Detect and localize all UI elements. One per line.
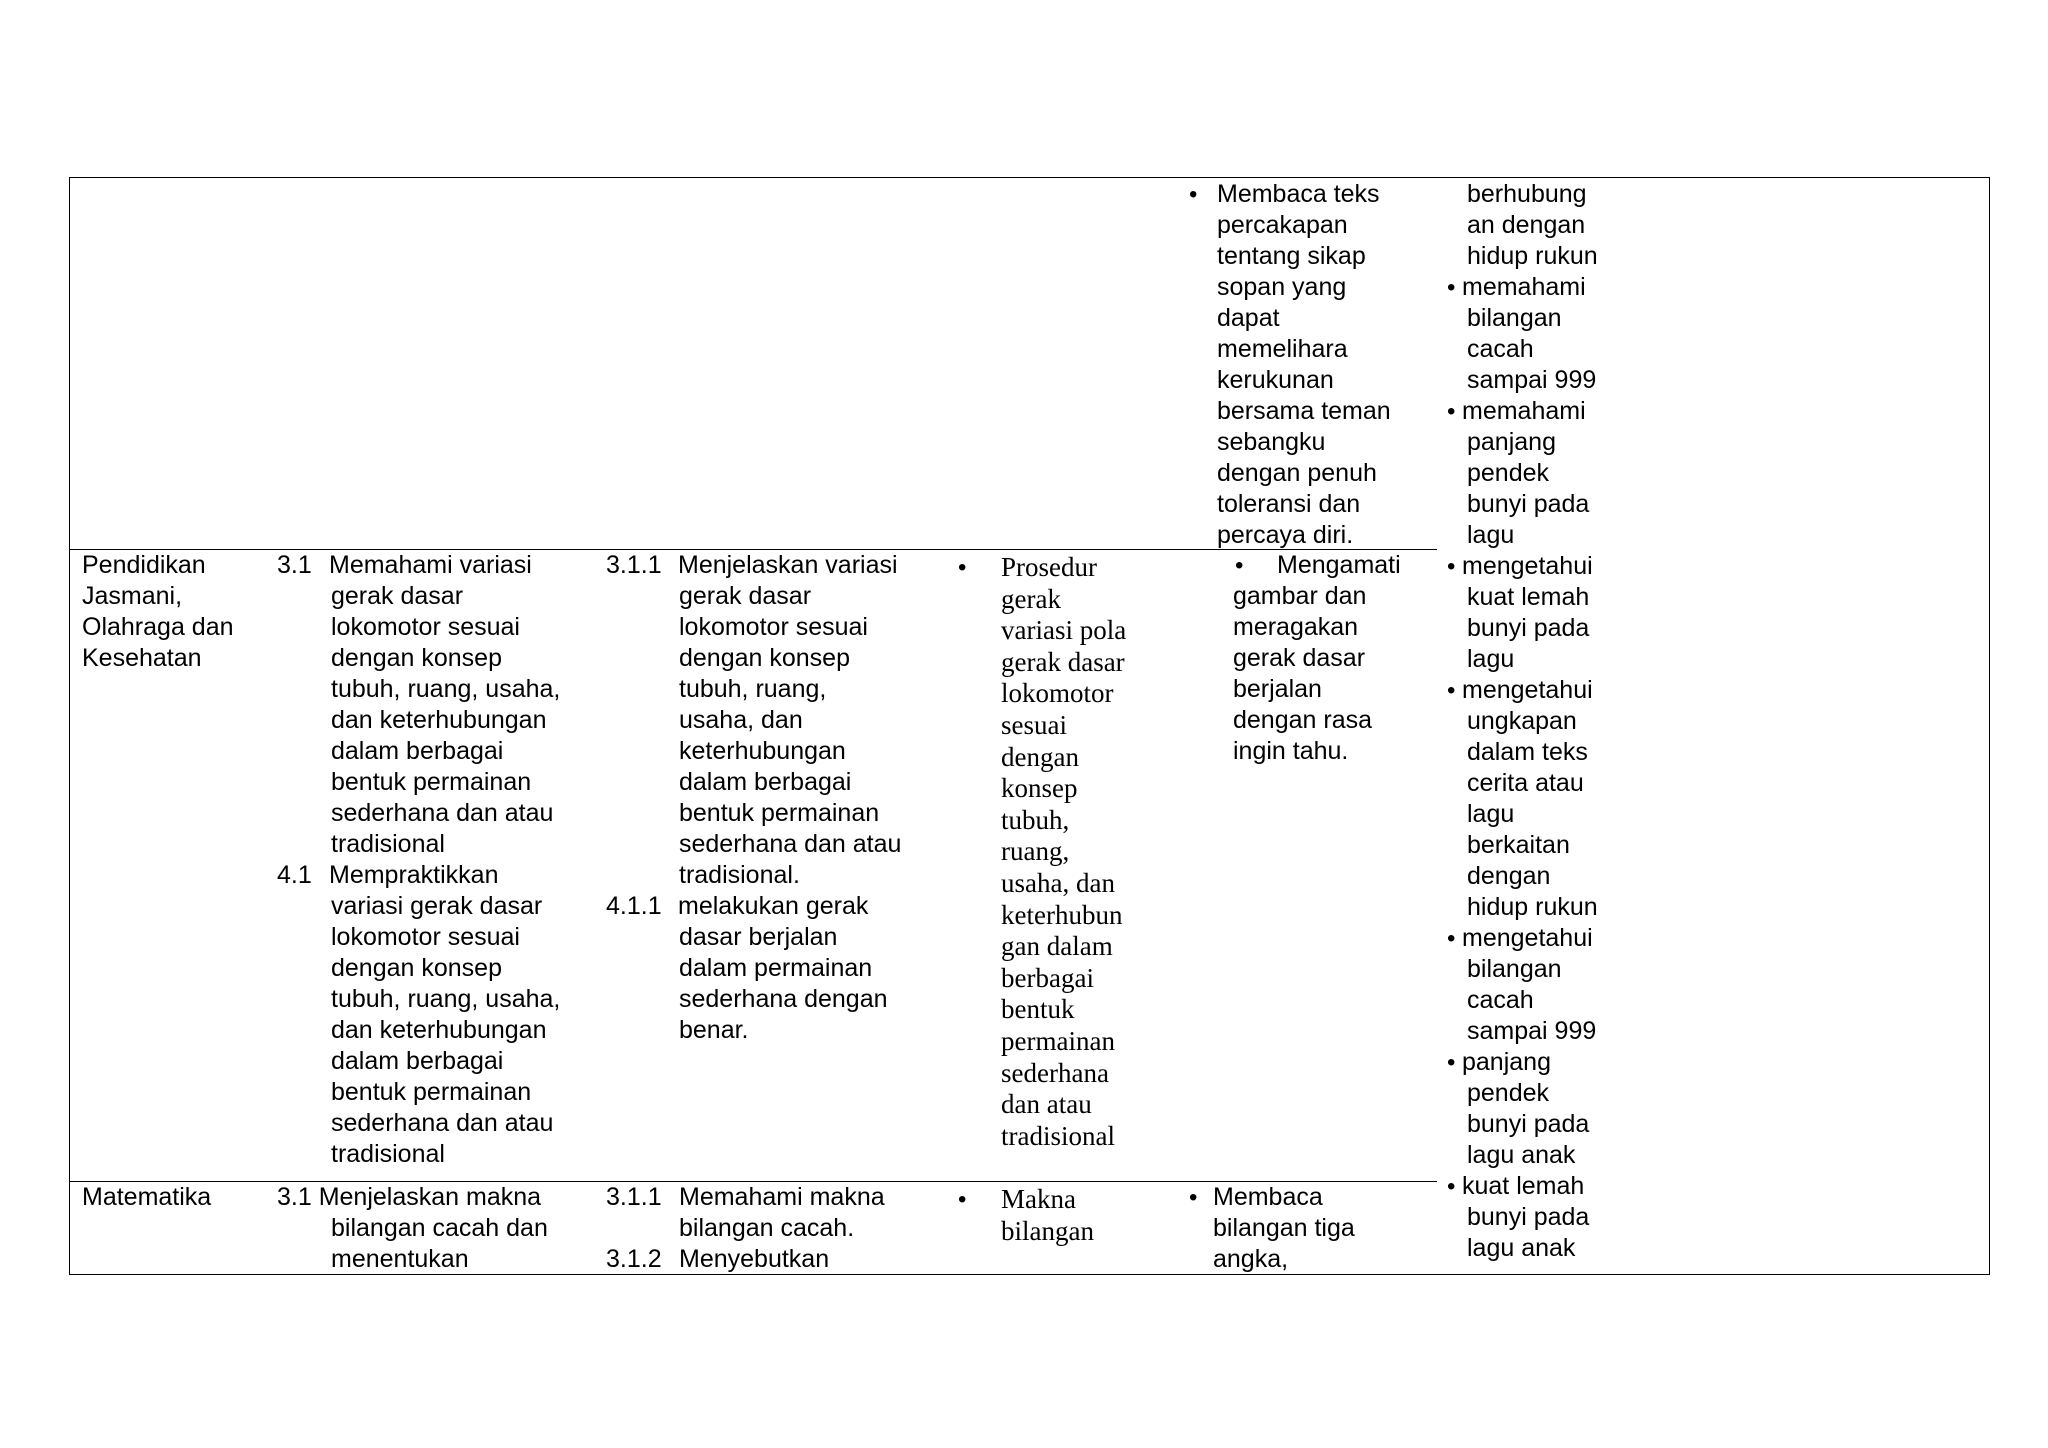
indicator-text: Menyebutkan <box>679 1245 830 1273</box>
outcome-text: lagu anak <box>1467 1234 1576 1262</box>
activity-text: gerak dasar <box>1233 644 1366 672</box>
material-text: ruang, <box>1001 836 1070 867</box>
kd-number: 3.1 <box>277 551 312 579</box>
subject-name: Pendidikan <box>82 551 206 579</box>
indicator-text: bentuk permainan <box>679 799 880 827</box>
activity-text: Mengamati <box>1277 551 1401 579</box>
material-text: gerak <box>1001 583 1061 614</box>
outcome-text: panjang <box>1462 1048 1551 1076</box>
activity-text: ingin tahu. <box>1233 737 1349 765</box>
outcome-text: lagu <box>1467 800 1515 828</box>
activity-text: tentang sikap <box>1217 242 1366 270</box>
indicator-text: dengan konsep <box>679 644 850 672</box>
material-text: lokomotor <box>1001 678 1114 709</box>
bullet-icon: • <box>958 554 967 581</box>
activity-text: Membaca <box>1213 1183 1323 1211</box>
material-text: permainan <box>1001 1026 1115 1056</box>
material-text: gerak dasar <box>1001 646 1125 677</box>
outcome-text: dalam teks <box>1467 738 1588 766</box>
bullet-icon: • <box>1447 1173 1456 1200</box>
activity-text: percaya diri. <box>1217 521 1354 549</box>
kd-text: tubuh, ruang, usaha, <box>331 675 561 703</box>
subject-name: Kesehatan <box>82 644 202 672</box>
kd-text: bilangan cacah dan <box>331 1214 548 1242</box>
activity-text: berjalan <box>1233 675 1322 703</box>
outcome-text: pendek <box>1467 1079 1550 1107</box>
outcome-text: berhubung <box>1467 180 1587 208</box>
kd-text: dengan konsep <box>331 954 502 982</box>
kd-text: lokomotor sesuai <box>331 613 520 641</box>
activity-text: sopan yang <box>1217 273 1347 301</box>
kd-text: 3.1 Menjelaskan makna <box>277 1183 542 1211</box>
outcome-text: hidup rukun <box>1467 893 1598 921</box>
outcome-text: bunyi pada <box>1467 1203 1590 1231</box>
kd-text: sederhana dan atau <box>331 1109 554 1137</box>
outcome-text: hidup rukun <box>1467 242 1598 270</box>
indicator-number: 3.1.2 <box>606 1245 662 1273</box>
material-text: usaha, dan <box>1001 868 1115 898</box>
activity-text: dengan rasa <box>1233 706 1373 734</box>
material-text: dengan <box>1001 741 1079 772</box>
bullet-icon: • <box>1189 1184 1198 1211</box>
kd-text: bentuk permainan <box>331 768 532 796</box>
outcome-text: cerita atau <box>1467 769 1584 797</box>
activity-text: bilangan tiga <box>1213 1214 1355 1242</box>
outcome-text: bunyi pada <box>1467 1110 1590 1138</box>
kd-text: menentukan <box>331 1245 469 1273</box>
subject-name: Matematika <box>82 1183 212 1211</box>
activity-text: sebangku <box>1217 428 1326 456</box>
outcome-text: lagu anak <box>1467 1141 1576 1169</box>
indicator-text: dalam berbagai <box>679 768 852 796</box>
kd-text: dengan konsep <box>331 644 502 672</box>
bullet-icon: • <box>958 1186 967 1213</box>
outcome-text: sampai 999 <box>1467 1017 1597 1045</box>
outcome-text: sampai 999 <box>1467 366 1597 394</box>
activity-text: percakapan <box>1217 211 1348 239</box>
indicator-number: 3.1.1 <box>606 1183 662 1211</box>
material-text: gan dalam <box>1001 931 1113 962</box>
outcome-text: mengetahui <box>1462 676 1593 704</box>
material-text: dan atau <box>1001 1089 1092 1120</box>
material-text: Prosedur <box>1001 552 1097 582</box>
kd-text: variasi gerak dasar <box>331 892 543 920</box>
material-text: tradisional <box>1001 1120 1115 1151</box>
subject-name: Jasmani, <box>82 582 183 610</box>
outcome-text: bunyi pada <box>1467 490 1590 518</box>
kd-text: dan keterhubungan <box>331 1016 547 1044</box>
material-text: bilangan <box>1001 1215 1094 1246</box>
kd-text: Memahami variasi <box>329 551 532 579</box>
indicator-text: usaha, dan <box>679 706 803 734</box>
outcome-text: dengan <box>1467 862 1551 890</box>
outcome-text: kuat lemah <box>1467 583 1590 611</box>
material-text: berbagai <box>1001 962 1094 993</box>
indicator-text: benar. <box>679 1016 749 1044</box>
subject-name: Olahraga dan <box>82 613 234 641</box>
outcome-text: mengetahui <box>1462 924 1593 952</box>
indicator-text: keterhubungan <box>679 737 846 765</box>
kd-number: 4.1 <box>277 861 312 889</box>
material-text: Makna <box>1001 1184 1076 1214</box>
outcome-text: bilangan <box>1467 955 1562 983</box>
bullet-icon: • <box>1189 181 1198 208</box>
activity-text: gambar dan <box>1233 582 1367 610</box>
activity-text: toleransi dan <box>1217 490 1361 518</box>
kd-text: lokomotor sesuai <box>331 923 520 951</box>
material-text: bentuk <box>1001 994 1075 1025</box>
kd-text: sederhana dan atau <box>331 799 554 827</box>
kd-text: bentuk permainan <box>331 1078 532 1106</box>
outcome-text: berkaitan <box>1467 831 1570 859</box>
outcome-text: lagu <box>1467 645 1515 673</box>
kd-text: dan keterhubungan <box>331 706 547 734</box>
activity-text: Membaca teks <box>1217 180 1380 208</box>
indicator-text: Menjelaskan variasi <box>678 551 898 579</box>
bullet-icon: • <box>1447 1049 1456 1076</box>
indicator-text: bilangan cacah. <box>679 1214 855 1242</box>
outcome-text: memahami <box>1462 397 1586 425</box>
kd-text: Mempraktikkan <box>329 861 499 889</box>
bullet-icon: • <box>1447 274 1456 301</box>
indicator-text: sederhana dengan <box>679 985 888 1013</box>
outcome-text: panjang <box>1467 428 1556 456</box>
indicator-text: Memahami makna <box>679 1183 885 1211</box>
material-text: tubuh, <box>1001 804 1070 835</box>
activity-text: bersama teman <box>1217 397 1391 425</box>
activity-text: memelihara <box>1217 335 1348 363</box>
material-text: sesuai <box>1001 710 1067 740</box>
kd-text: gerak dasar <box>331 582 464 610</box>
outcome-text: cacah <box>1467 986 1534 1014</box>
kd-text: dalam berbagai <box>331 737 504 765</box>
bullet-icon: • <box>1447 553 1456 580</box>
bullet-icon: • <box>1447 398 1456 425</box>
indicator-text: melakukan gerak <box>678 892 869 920</box>
indicator-text: dasar berjalan <box>679 923 838 951</box>
activity-text: meragakan <box>1233 613 1359 641</box>
material-text: keterhubun <box>1001 899 1123 930</box>
bullet-icon: • <box>1447 677 1456 704</box>
kd-text: tubuh, ruang, usaha, <box>331 985 561 1013</box>
bullet-icon: • <box>1235 552 1244 579</box>
material-text: variasi pola <box>1001 615 1127 646</box>
kd-text: tradisional <box>331 1140 445 1168</box>
material-text: sederhana <box>1001 1057 1109 1088</box>
kd-text: tradisional <box>331 830 445 858</box>
kd-text: dalam berbagai <box>331 1047 504 1075</box>
activity-text: kerukunan <box>1217 366 1334 394</box>
outcome-text: an dengan <box>1467 211 1586 239</box>
outcome-text: memahami <box>1462 273 1586 301</box>
indicator-text: lokomotor sesuai <box>679 613 868 641</box>
indicator-number: 4.1.1 <box>606 892 662 920</box>
outcome-text: ungkapan <box>1467 707 1577 735</box>
outcome-text: mengetahui <box>1462 552 1593 580</box>
indicator-text: tubuh, ruang, <box>679 675 827 703</box>
outcome-text: lagu <box>1467 521 1515 549</box>
activity-text: dengan penuh <box>1217 459 1377 487</box>
outcome-text: pendek <box>1467 459 1550 487</box>
outcome-text: bunyi pada <box>1467 614 1590 642</box>
indicator-text: sederhana dan atau <box>679 830 902 858</box>
indicator-number: 3.1.1 <box>606 551 662 579</box>
outcome-text: bilangan <box>1467 304 1562 332</box>
outcome-text: kuat lemah <box>1462 1172 1585 1200</box>
bullet-icon: • <box>1447 925 1456 952</box>
outcome-text: cacah <box>1467 335 1534 363</box>
indicator-text: tradisional. <box>679 861 800 889</box>
syllabus-table <box>69 177 1990 1275</box>
indicator-text: dalam permainan <box>679 954 873 982</box>
material-text: konsep <box>1001 773 1078 804</box>
activity-text: angka, <box>1213 1245 1289 1273</box>
activity-text: dapat <box>1217 304 1280 332</box>
indicator-text: gerak dasar <box>679 582 812 610</box>
